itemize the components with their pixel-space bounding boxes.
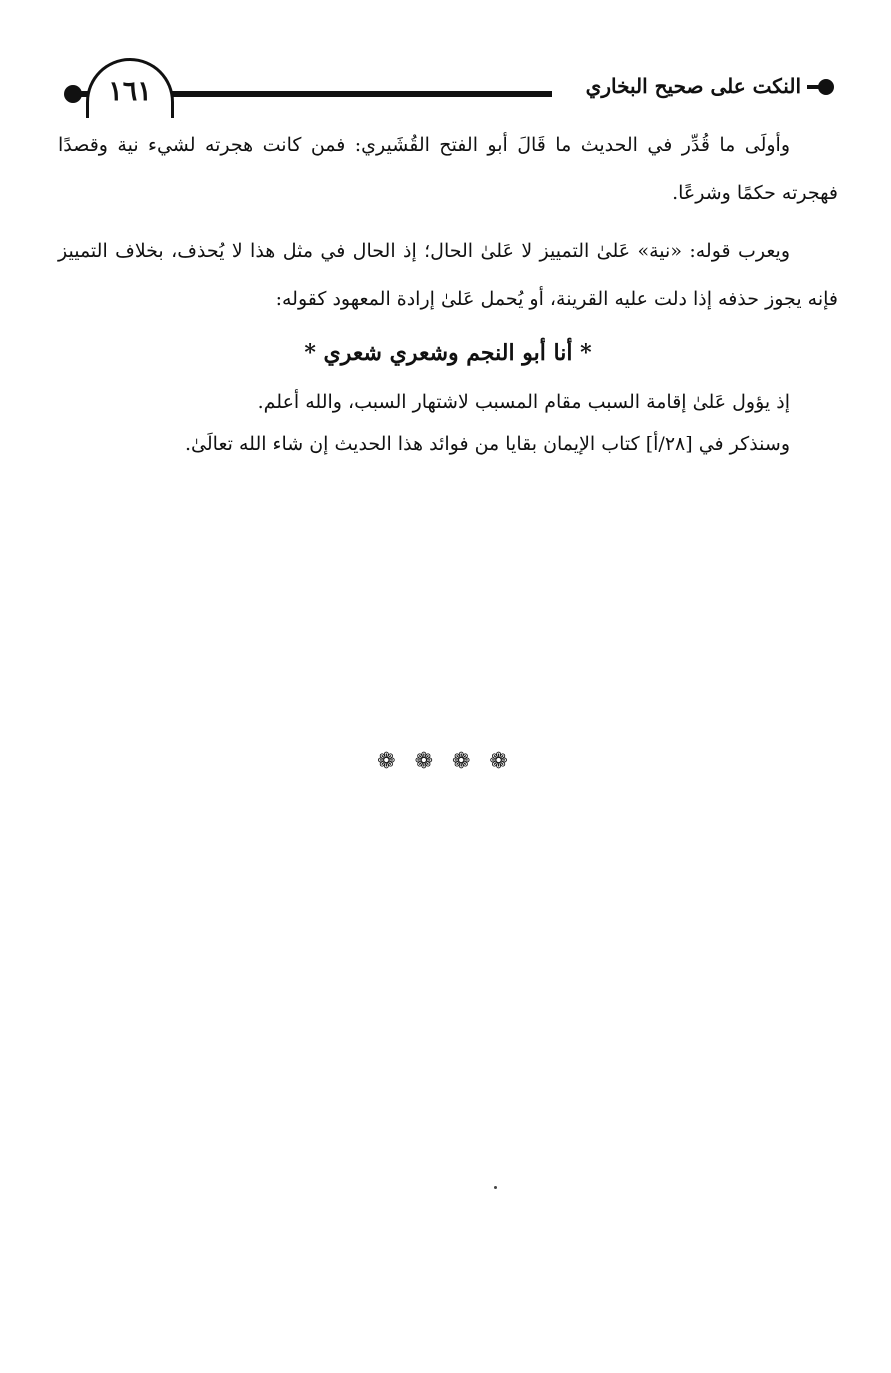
paragraph-1 bbox=[58, 121, 838, 217]
page-header bbox=[0, 0, 891, 130]
paragraph-1-text: وأولَى ما قُدِّر في الحديث ما قَالَ أبو الفتح القُشَيري: فمن كانت هجرته لشيء نية وقصدًا فهجرته حكمًا وشرعًا. bbox=[58, 134, 838, 204]
paragraph-3 bbox=[58, 378, 838, 426]
scan-speck bbox=[494, 1186, 497, 1189]
verse-line: * أنا أبو النجم وشعري شعري * bbox=[304, 340, 592, 366]
running-title: النكت على صحيح البخاري bbox=[585, 74, 801, 98]
paragraph-2 bbox=[58, 227, 838, 323]
paragraph-4-text: وسنذكر في [٢٨/أ] كتاب الإيمان بقايا من فوائد هذا الحديث إن شاء الله تعالَىٰ. bbox=[185, 433, 790, 455]
section-divider-ornament: ❁ ❁ ❁ ❁ bbox=[377, 749, 514, 774]
paragraph-4 bbox=[58, 420, 838, 468]
header-dot-left bbox=[64, 85, 82, 103]
header-dot-right bbox=[818, 79, 834, 95]
paragraph-2-text: ويعرب قوله: «نية» عَلىٰ التمييز لا عَلىٰ الحال؛ إذ الحال في مثل هذا لا يُحذف، بخلاف التمييز فإنه يجوز حذفه إذا دلت عليه القرينة، أو يُحمل عَلىٰ إرادة المعهود كقوله: bbox=[58, 240, 838, 310]
page-number: ١٦١ bbox=[108, 76, 152, 107]
paragraph-3-text: إذ يؤول عَلىٰ إقامة السبب مقام المسبب لاشتهار السبب، والله أعلم. bbox=[257, 391, 790, 413]
